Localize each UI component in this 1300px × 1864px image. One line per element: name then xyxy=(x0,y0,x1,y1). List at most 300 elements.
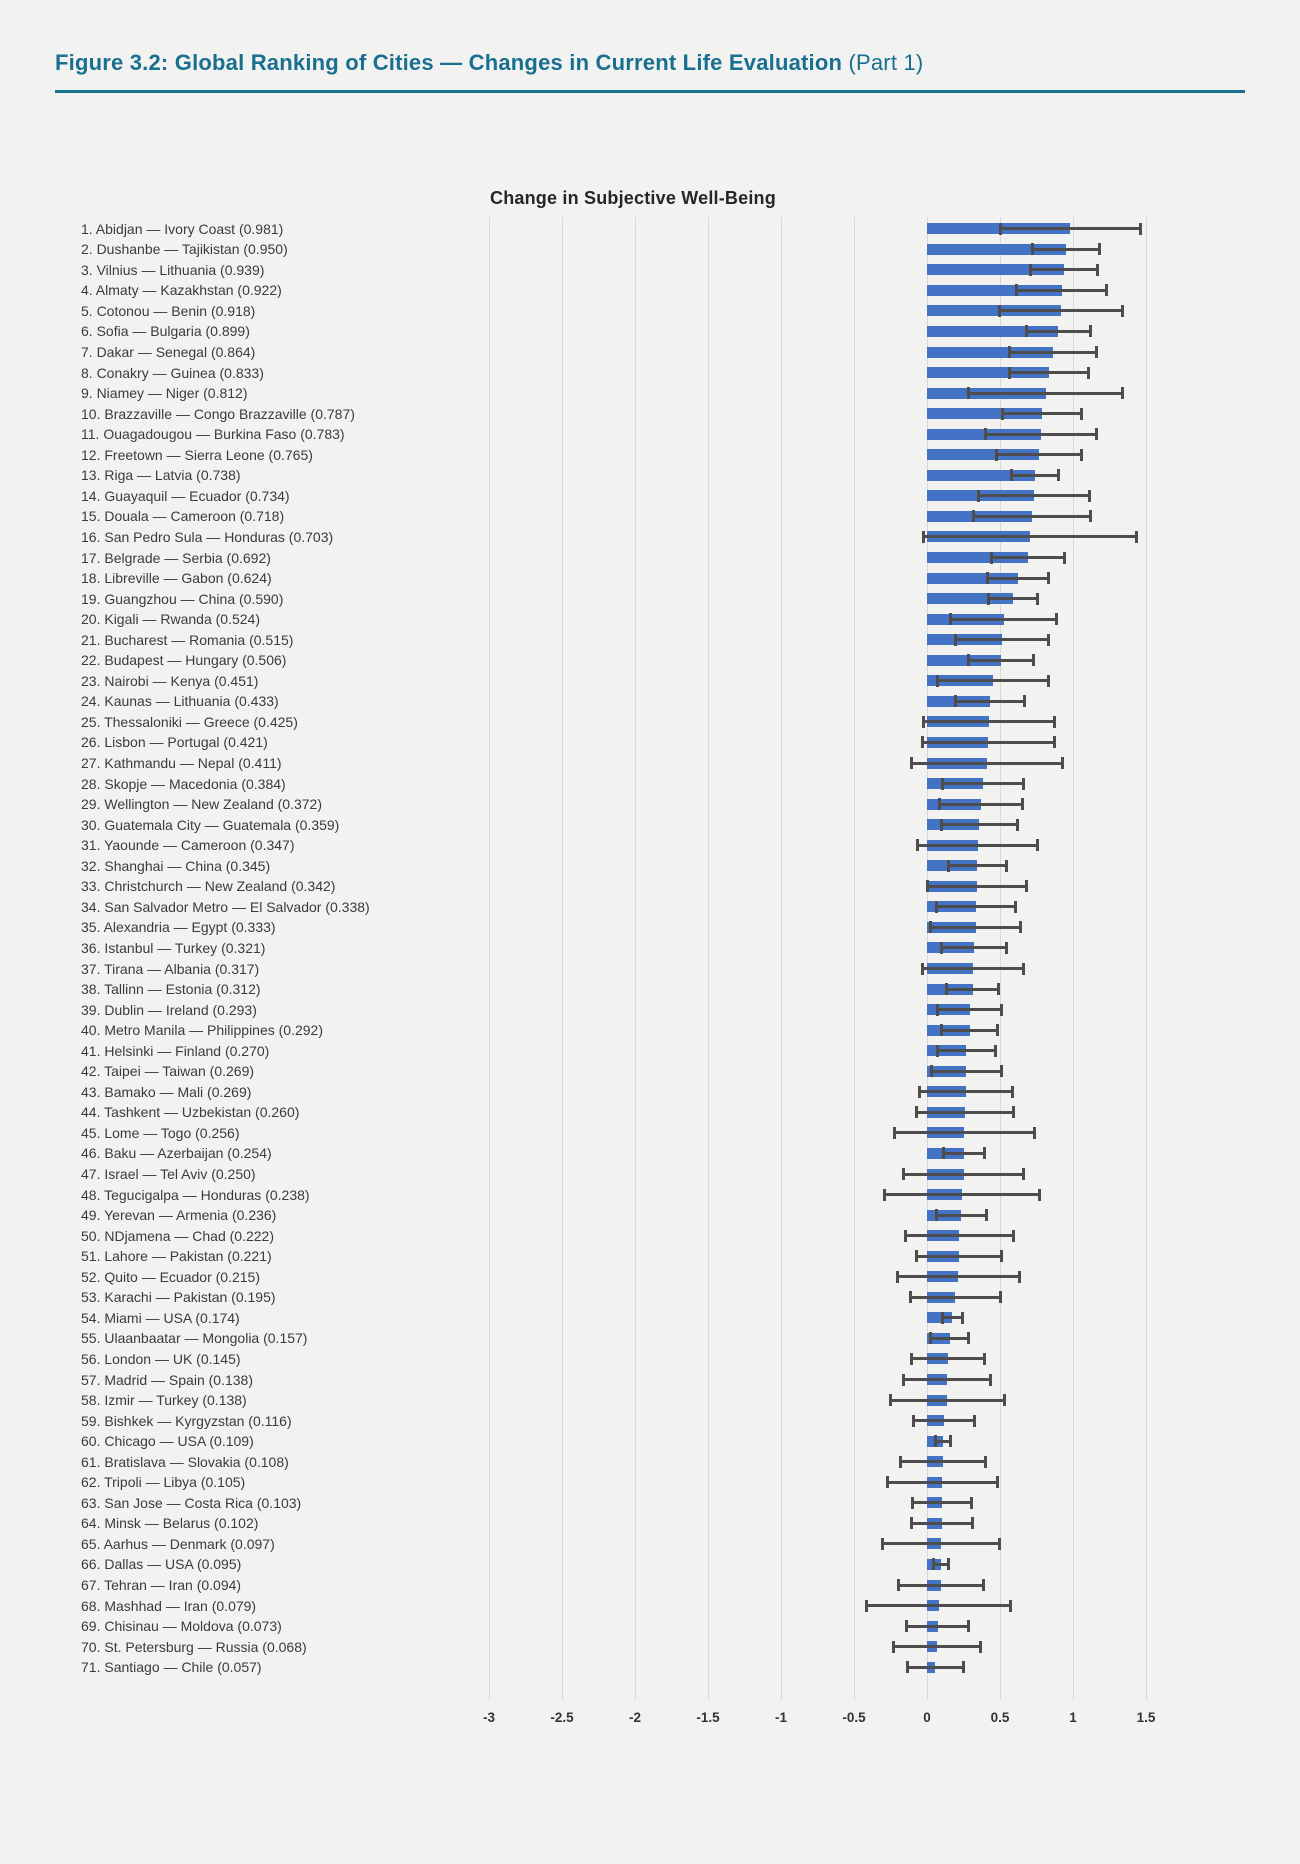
error-bar-line xyxy=(986,433,1097,436)
error-bar-cap xyxy=(1055,613,1058,625)
error-bar-cap xyxy=(921,963,924,975)
city-label: 16. San Pedro Sula — Honduras (0.703) xyxy=(81,528,334,545)
city-label: 64. Minsk — Belarus (0.102) xyxy=(81,1515,259,1532)
error-bar-line xyxy=(897,1275,1020,1278)
error-bar-line xyxy=(931,1337,969,1340)
city-label: 37. Tirana — Albania (0.317) xyxy=(81,960,260,977)
error-bar-line xyxy=(955,638,1048,641)
error-bar-line xyxy=(903,1378,991,1381)
axis-tick-label: 1 xyxy=(1069,1710,1077,1725)
error-bar-cap xyxy=(1036,839,1039,851)
city-label: 33. Christchurch — New Zealand (0.342) xyxy=(81,878,336,895)
city-label: 11. Ouagadougou — Burkina Faso (0.783) xyxy=(81,426,345,443)
error-bar-line xyxy=(913,1419,974,1422)
error-bar-line xyxy=(923,741,1054,744)
error-bar-cap xyxy=(1095,428,1098,440)
error-bar-cap xyxy=(905,1620,908,1632)
error-bar-cap xyxy=(995,449,998,461)
error-bar-cap xyxy=(947,860,950,872)
city-label: 61. Bratislava — Slovakia (0.108) xyxy=(81,1453,289,1470)
grid-line xyxy=(708,217,709,1700)
error-bar-cap xyxy=(936,675,939,687)
error-bar-cap xyxy=(1022,778,1025,790)
error-bar-line xyxy=(883,1542,1000,1545)
error-bar-cap xyxy=(1022,1168,1025,1180)
city-label: 70. St. Petersburg — Russia (0.068) xyxy=(81,1638,307,1655)
grid-line xyxy=(854,217,855,1700)
error-bar-line xyxy=(905,1234,1013,1237)
grid-line xyxy=(489,217,490,1700)
error-bar-cap xyxy=(982,1579,985,1591)
error-bar-line xyxy=(1000,227,1140,230)
axis-tick-label: -2 xyxy=(628,1710,641,1725)
error-bar-cap xyxy=(1036,593,1039,605)
figure-heading-main: Figure 3.2: Global Ranking of Cities — Changes in Current Life Evaluation xyxy=(55,50,843,75)
error-bar-line xyxy=(918,844,1038,847)
city-label: 56. London — UK (0.145) xyxy=(81,1350,241,1367)
city-label: 34. San Salvador Metro — El Salvador (0.338) xyxy=(81,898,370,915)
city-label: 46. Baku — Azerbaijan (0.254) xyxy=(81,1145,272,1162)
error-bar-line xyxy=(942,1316,962,1319)
error-bar-cap xyxy=(910,757,913,769)
error-bar-line xyxy=(1002,412,1081,415)
chart-title: Change in Subjective Well-Being xyxy=(490,188,776,208)
city-label: 66. Dallas — USA (0.095) xyxy=(81,1556,242,1573)
city-label: 15. Douala — Cameroon (0.718) xyxy=(81,508,285,525)
error-bar-cap xyxy=(1015,284,1018,296)
error-bar-cap xyxy=(902,1374,905,1386)
error-bar-cap xyxy=(1053,736,1056,748)
city-label: 48. Tegucigalpa — Honduras (0.238) xyxy=(81,1186,310,1203)
error-bar-cap xyxy=(1087,367,1090,379)
city-label: 7. Dakar — Senegal (0.864) xyxy=(81,344,256,360)
city-label: 14. Guayaquil — Ecuador (0.734) xyxy=(81,487,290,504)
axis-tick-label: -1 xyxy=(774,1710,787,1725)
error-bar-cap xyxy=(1019,921,1022,933)
city-label: 32. Shanghai — China (0.345) xyxy=(81,857,271,874)
error-bar-cap xyxy=(1000,1004,1003,1016)
error-bar-cap xyxy=(986,572,989,584)
error-bar-line xyxy=(946,988,999,991)
error-bar-cap xyxy=(1139,223,1142,235)
city-label: 62. Tripoli — Libya (0.105) xyxy=(81,1474,246,1491)
city-label: 71. Santiago — Chile (0.057) xyxy=(81,1659,262,1676)
error-bar-cap xyxy=(994,1045,997,1057)
error-bar-cap xyxy=(1135,531,1138,543)
error-bar-cap xyxy=(998,305,1001,317)
error-bar-line xyxy=(911,1522,972,1525)
city-label: 68. Mashhad — Iran (0.079) xyxy=(81,1597,257,1614)
axis-tick-label: -1.5 xyxy=(696,1710,720,1725)
error-bar-cap xyxy=(1018,1271,1021,1283)
city-label: 63. San Jose — Costa Rica (0.103) xyxy=(81,1494,302,1511)
error-bar-cap xyxy=(1022,963,1025,975)
error-bar-cap xyxy=(947,1558,950,1570)
city-label: 65. Aarhus — Denmark (0.097) xyxy=(81,1535,275,1552)
axis-tick-label: 0 xyxy=(923,1710,931,1725)
error-bar-cap xyxy=(1033,1127,1036,1139)
error-bar-cap xyxy=(899,1456,902,1468)
error-bar-cap xyxy=(1005,860,1008,872)
error-bar-cap xyxy=(983,1147,986,1159)
error-bar-cap xyxy=(921,736,924,748)
error-bar-cap xyxy=(889,1394,892,1406)
error-bar-cap xyxy=(1038,1189,1041,1201)
error-bar-cap xyxy=(881,1538,884,1550)
error-bar-cap xyxy=(1089,510,1092,522)
error-bar-line xyxy=(942,782,1024,785)
error-bar-cap xyxy=(1031,243,1034,255)
error-bar-line xyxy=(904,1173,1024,1176)
error-bar-cap xyxy=(970,1497,973,1509)
error-bar-line xyxy=(940,803,1023,806)
city-label: 28. Skopje — Macedonia (0.384) xyxy=(81,775,286,792)
error-bar-line xyxy=(956,700,1025,703)
error-bar-cap xyxy=(892,1641,895,1653)
city-label: 18. Libreville — Gabon (0.624) xyxy=(81,570,272,587)
error-bar-cap xyxy=(936,1004,939,1016)
error-bar-cap xyxy=(897,1579,900,1591)
error-bar-cap xyxy=(1047,675,1050,687)
error-bar-cap xyxy=(1008,346,1011,358)
city-label: 38. Tallinn — Estonia (0.312) xyxy=(81,981,261,998)
error-bar-cap xyxy=(954,695,957,707)
city-label: 5. Cotonou — Benin (0.918) xyxy=(81,302,256,319)
city-label: 25. Thessaloniki — Greece (0.425) xyxy=(81,713,298,730)
error-bar-line xyxy=(1016,289,1107,292)
error-bar-line xyxy=(917,1255,1002,1258)
error-bar-line xyxy=(968,659,1034,662)
error-bar-cap xyxy=(886,1476,889,1488)
error-bar-cap xyxy=(1095,346,1098,358)
error-bar-cap xyxy=(1025,880,1028,892)
error-bar-cap xyxy=(987,593,990,605)
error-bar-cap xyxy=(954,634,957,646)
error-bar-cap xyxy=(940,1024,943,1036)
city-label: 24. Kaunas — Lithuania (0.433) xyxy=(81,693,279,710)
error-bar-cap xyxy=(893,1127,896,1139)
error-bar-line xyxy=(987,577,1048,580)
city-label: 12. Freetown — Sierra Leone (0.765) xyxy=(81,446,313,463)
error-bar-cap xyxy=(915,1250,918,1262)
error-bar-line xyxy=(937,1214,987,1217)
error-bar-line xyxy=(973,515,1090,518)
error-bar-cap xyxy=(1080,408,1083,420)
error-bar-cap xyxy=(979,1641,982,1653)
error-bar-cap xyxy=(949,613,952,625)
error-bar-cap xyxy=(909,1291,912,1303)
error-bar-cap xyxy=(1088,490,1091,502)
error-bar-cap xyxy=(1063,552,1066,564)
city-label: 45. Lome — Togo (0.256) xyxy=(81,1124,240,1141)
city-label: 1. Abidjan — Ivory Coast (0.981) xyxy=(81,220,284,237)
city-label: 2. Dushanbe — Tajikistan (0.950) xyxy=(81,241,288,258)
error-bar-line xyxy=(988,597,1038,600)
error-bar-line xyxy=(938,1008,1002,1011)
error-bar-line xyxy=(898,1584,983,1587)
error-bar-line xyxy=(893,1645,981,1648)
error-bar-cap xyxy=(1011,1086,1014,1098)
city-label: 40. Metro Manila — Philippines (0.292) xyxy=(81,1022,324,1039)
city-label: 26. Lisbon — Portugal (0.421) xyxy=(81,734,268,751)
axis-tick-label: -3 xyxy=(482,1710,495,1725)
error-bar-cap xyxy=(1012,1230,1015,1242)
error-bar-cap xyxy=(934,1435,937,1447)
city-label-column xyxy=(81,0,481,1864)
error-bar-line xyxy=(1026,330,1090,333)
error-bar-cap xyxy=(949,1435,952,1447)
error-bar-cap xyxy=(1023,695,1026,707)
error-bar-cap xyxy=(1029,264,1032,276)
error-bar-line xyxy=(941,946,1007,949)
error-bar-cap xyxy=(904,1230,907,1242)
error-bar-cap xyxy=(1001,408,1004,420)
city-label: 13. Riga — Latvia (0.738) xyxy=(81,467,241,484)
error-bar-cap xyxy=(1021,798,1024,810)
error-bar-cap xyxy=(984,1456,987,1468)
city-label: 54. Miami — USA (0.174) xyxy=(81,1309,240,1326)
figure-heading-suffix: (Part 1) xyxy=(842,50,924,75)
city-label: 41. Helsinki — Finland (0.270) xyxy=(81,1042,270,1059)
error-bar-line xyxy=(867,1604,1010,1607)
error-bar-cap xyxy=(929,1332,932,1344)
error-bar-line xyxy=(1000,309,1123,312)
error-bar-line xyxy=(1031,268,1098,271)
error-bar-cap xyxy=(930,1065,933,1077)
error-bar-cap xyxy=(977,490,980,502)
error-bar-line xyxy=(996,453,1081,456)
grid-line xyxy=(1146,217,1147,1700)
error-bar-cap xyxy=(984,428,987,440)
error-bar-cap xyxy=(935,901,938,913)
error-bar-line xyxy=(968,392,1123,395)
city-label: 51. Lahore — Pakistan (0.221) xyxy=(81,1248,272,1265)
city-label: 19. Guangzhou — China (0.590) xyxy=(81,590,284,607)
error-bar-cap xyxy=(865,1600,868,1612)
chart-plot-area xyxy=(489,217,1147,1700)
error-bar-cap xyxy=(1010,469,1013,481)
city-label: 67. Tehran — Iran (0.094) xyxy=(81,1577,242,1593)
error-bar-line xyxy=(907,1625,968,1628)
city-label: 50. NDjamena — Chad (0.222) xyxy=(81,1227,274,1244)
error-bar-cap xyxy=(967,1332,970,1344)
error-bar-cap xyxy=(999,223,1002,235)
error-bar-line xyxy=(937,679,1048,682)
axis-tick-label: -2.5 xyxy=(550,1710,574,1725)
error-bar-cap xyxy=(996,1024,999,1036)
error-bar-line xyxy=(1009,351,1097,354)
error-bar-cap xyxy=(972,510,975,522)
city-label: 27. Kathmandu — Nepal (0.411) xyxy=(81,755,282,771)
error-bar-cap xyxy=(1012,1106,1015,1118)
error-bar-cap xyxy=(1057,469,1060,481)
error-bar-cap xyxy=(1003,1394,1006,1406)
error-bar-cap xyxy=(1047,572,1050,584)
city-label: 29. Wellington — New Zealand (0.372) xyxy=(81,796,322,813)
error-bar-cap xyxy=(1008,367,1011,379)
error-bar-cap xyxy=(941,1312,944,1324)
error-bar-line xyxy=(930,926,1021,929)
error-bar-line xyxy=(941,823,1017,826)
error-bar-cap xyxy=(918,1086,921,1098)
city-label: 39. Dublin — Ireland (0.293) xyxy=(81,1001,257,1018)
city-label: 30. Guatemala City — Guatemala (0.359) xyxy=(81,816,340,833)
error-bar-cap xyxy=(989,1374,992,1386)
error-bar-cap xyxy=(973,1415,976,1427)
error-bar-cap xyxy=(940,819,943,831)
city-label: 49. Yerevan — Armenia (0.236) xyxy=(81,1207,277,1224)
error-bar-cap xyxy=(896,1271,899,1283)
axis-tick-label: 0.5 xyxy=(990,1710,1010,1725)
error-bar-cap xyxy=(983,1353,986,1365)
error-bar-line xyxy=(912,1357,985,1360)
error-bar-line xyxy=(944,1152,985,1155)
error-bar-cap xyxy=(932,1558,935,1570)
error-bar-cap xyxy=(922,531,925,543)
error-bar-line xyxy=(942,1029,997,1032)
error-bar-line xyxy=(923,720,1054,723)
city-label: 10. Brazzaville — Congo Brazzaville (0.787) xyxy=(81,405,355,422)
city-label: 60. Chicago — USA (0.109) xyxy=(81,1433,254,1450)
error-bar-cap xyxy=(912,1415,915,1427)
error-bar-cap xyxy=(1098,243,1101,255)
error-bar-cap xyxy=(883,1189,886,1201)
city-label: 8. Conakry — Guinea (0.833) xyxy=(81,364,264,381)
city-label: 58. Izmir — Turkey (0.138) xyxy=(81,1392,247,1409)
error-bar-cap xyxy=(1089,325,1092,337)
city-label: 52. Quito — Ecuador (0.215) xyxy=(81,1268,260,1285)
error-bar-cap xyxy=(985,1209,988,1221)
error-bar-line xyxy=(937,1049,995,1052)
error-bar-cap xyxy=(962,1661,965,1673)
city-label: 36. Istanbul — Turkey (0.321) xyxy=(81,939,266,956)
error-bar-line xyxy=(992,556,1065,559)
error-bar-cap xyxy=(915,1106,918,1118)
error-bar-cap xyxy=(1096,264,1099,276)
error-bar-cap xyxy=(967,1620,970,1632)
grid-line xyxy=(781,217,782,1700)
city-label: 23. Nairobi — Kenya (0.451) xyxy=(81,672,259,689)
error-bar-cap xyxy=(967,654,970,666)
error-bar-cap xyxy=(945,983,948,995)
city-label: 20. Kigali — Rwanda (0.524) xyxy=(81,611,260,628)
city-label: 9. Niamey — Niger (0.812) xyxy=(81,385,248,402)
city-label: 31. Yaounde — Cameroon (0.347) xyxy=(81,837,295,854)
error-bar-cap xyxy=(942,1147,945,1159)
error-bar-line xyxy=(951,618,1056,621)
error-bar-line xyxy=(888,1481,998,1484)
error-bar-cap xyxy=(1121,305,1124,317)
error-bar-line xyxy=(910,1296,1001,1299)
error-bar-cap xyxy=(961,1312,964,1324)
error-bar-line xyxy=(937,905,1016,908)
error-bar-line xyxy=(890,1399,1004,1402)
error-bar-line xyxy=(917,1111,1013,1114)
city-label: 43. Bamako — Mali (0.269) xyxy=(81,1083,252,1100)
error-bar-cap xyxy=(1080,449,1083,461)
city-label: 47. Israel — Tel Aviv (0.250) xyxy=(81,1166,256,1182)
axis-tick-label: -0.5 xyxy=(842,1710,866,1725)
error-bar-line xyxy=(894,1131,1034,1134)
error-bar-line xyxy=(927,885,1026,888)
error-bar-line xyxy=(911,762,1063,765)
city-label: 55. Ulaanbaatar — Mongolia (0.157) xyxy=(81,1330,308,1347)
error-bar-line xyxy=(900,1460,985,1463)
city-label: 69. Chisinau — Moldova (0.073) xyxy=(81,1618,282,1635)
error-bar-cap xyxy=(910,1353,913,1365)
error-bar-cap xyxy=(906,1661,909,1673)
error-bar-cap xyxy=(1016,819,1019,831)
error-bar-cap xyxy=(1032,654,1035,666)
error-bar-cap xyxy=(1053,716,1056,728)
grid-line xyxy=(1073,217,1074,1700)
error-bar-cap xyxy=(1000,1250,1003,1262)
error-bar-cap xyxy=(1009,1600,1012,1612)
error-bar-cap xyxy=(911,1497,914,1509)
axis-tick-label: 1.5 xyxy=(1136,1710,1156,1725)
error-bar-cap xyxy=(902,1168,905,1180)
error-bar-cap xyxy=(1000,1065,1003,1077)
city-label: 59. Bishkek — Kyrgyzstan (0.116) xyxy=(81,1412,292,1429)
error-bar-cap xyxy=(922,716,925,728)
error-bar-cap xyxy=(929,921,932,933)
error-bar-cap xyxy=(1005,942,1008,954)
error-bar-line xyxy=(923,967,1024,970)
error-bar-cap xyxy=(967,387,970,399)
error-bar-cap xyxy=(996,1476,999,1488)
error-bar-cap xyxy=(940,942,943,954)
error-bar-line xyxy=(1032,248,1099,251)
error-bar-line xyxy=(979,494,1090,497)
error-bar-line xyxy=(1011,474,1058,477)
error-bar-line xyxy=(884,1193,1039,1196)
error-bar-line xyxy=(908,1666,963,1669)
error-bar-line xyxy=(1009,371,1088,374)
error-bar-cap xyxy=(1014,901,1017,913)
error-bar-cap xyxy=(936,1045,939,1057)
error-bar-cap xyxy=(910,1517,913,1529)
error-bar-cap xyxy=(999,1291,1002,1303)
city-label: 4. Almaty — Kazakhstan (0.922) xyxy=(81,282,282,299)
error-bar-cap xyxy=(1025,325,1028,337)
city-label: 42. Taipei — Taiwan (0.269) xyxy=(81,1063,255,1080)
error-bar-cap xyxy=(916,839,919,851)
error-bar-cap xyxy=(997,983,1000,995)
error-bar-cap xyxy=(998,1538,1001,1550)
error-bar-cap xyxy=(990,552,993,564)
error-bar-cap xyxy=(1121,387,1124,399)
error-bar-line xyxy=(948,864,1006,867)
city-label: 17. Belgrade — Serbia (0.692) xyxy=(81,549,271,566)
error-bar-line xyxy=(920,1090,1013,1093)
city-label: 44. Tashkent — Uzbekistan (0.260) xyxy=(81,1104,300,1121)
error-bar-cap xyxy=(1047,634,1050,646)
error-bar-line xyxy=(923,535,1136,538)
error-bar-cap xyxy=(938,798,941,810)
error-bar-cap xyxy=(1105,284,1108,296)
city-label: 6. Sofia — Bulgaria (0.899) xyxy=(81,323,250,340)
city-label: 57. Madrid — Spain (0.138) xyxy=(81,1371,253,1388)
grid-line xyxy=(562,217,563,1700)
error-bar-cap xyxy=(971,1517,974,1529)
error-bar-cap xyxy=(1061,757,1064,769)
city-label: 53. Karachi — Pakistan (0.195) xyxy=(81,1289,276,1306)
city-label: 3. Vilnius — Lithuania (0.939) xyxy=(81,261,265,278)
error-bar-line xyxy=(931,1070,1001,1073)
error-bar-cap xyxy=(926,880,929,892)
error-bar-cap xyxy=(935,1209,938,1221)
city-label: 22. Budapest — Hungary (0.506) xyxy=(81,652,287,669)
